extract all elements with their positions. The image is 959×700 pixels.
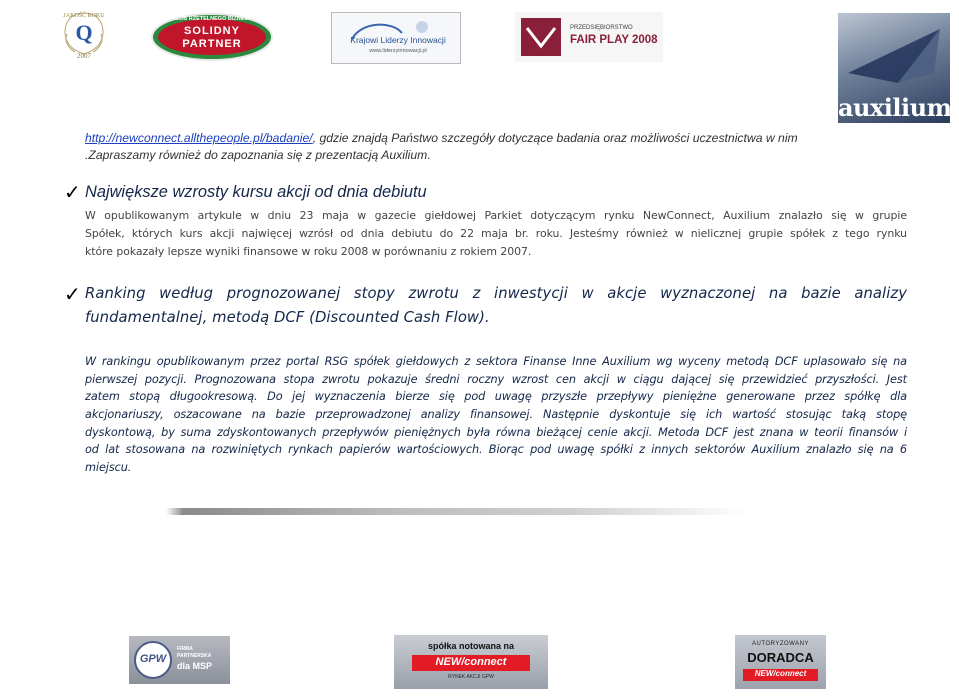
fairplay-big: FAIR PLAY 2008 bbox=[570, 34, 658, 46]
gpw-line2: PARTNERSKA bbox=[177, 653, 212, 659]
section2-heading-line2: fundamentalnej, metodą DCF (Discounted Cash Flow). bbox=[85, 309, 490, 326]
solidny-line2: PARTNER bbox=[182, 38, 242, 50]
intro-line1 bbox=[85, 131, 907, 145]
jakosc-top-text: JAKOŚĆ ROKU bbox=[63, 13, 105, 19]
auxilium-name: auxilium bbox=[838, 93, 952, 122]
autoryzowany-doradca-logo bbox=[735, 635, 826, 689]
section2-line: akcjonariuszy, oszacowane na bazie przeprowadzonej analizy finansowej. Następnie dyskontuje się ich wartość stosując taką stopę bbox=[85, 408, 907, 421]
spolka-brand: NEW/connect bbox=[435, 656, 507, 668]
gpw-partner-logo bbox=[129, 636, 230, 684]
gpw-line3: dla MSP bbox=[177, 661, 213, 671]
solidny-line1: SOLIDNY bbox=[184, 25, 240, 37]
spolka-sub: RYNEK AKCJI GPW bbox=[448, 674, 494, 680]
krajowi-title: Krajowi Liderzy Innowacji bbox=[350, 35, 446, 45]
auxilium-logo bbox=[838, 13, 950, 123]
checkmark-icon: ✓ bbox=[64, 282, 81, 306]
section2-heading-line1: Ranking według prognozowanej stopy zwrotu z inwestycji w akcje wyznaczonej na bazie analizy bbox=[85, 285, 907, 302]
solidny-top: KLUB RZETELNEGO BIZNESU bbox=[171, 16, 253, 22]
fair-play-logo bbox=[515, 12, 663, 62]
badanie-link[interactable]: http://newconnect.allthepeople.pl/badanie/ bbox=[85, 131, 313, 145]
section1-line: W opublikowanym artykule w dniu 23 maja w gazecie giełdowej Parkiet dotyczącym rynku NewConnect, Auxilium znalazło się w grupie bbox=[85, 209, 907, 222]
section2-line: miejscu. bbox=[85, 461, 132, 474]
section1-heading: Największe wzrosty kursu akcji od dnia debiutu bbox=[85, 183, 427, 201]
section2-line: zatem stopą długookresową. Do jej wyznaczenia bierze się pod uwagę przyszłe przepływy pieniężne generowane przez spółkę dla bbox=[85, 390, 907, 403]
jakosc-roku-logo bbox=[62, 10, 106, 64]
krajowi-url: www.liderzyinnowacji.pl bbox=[369, 48, 427, 54]
intro-line1-rest: , gdzie znajdą Państwo szczegóły dotyczące badania oraz możliwości uczestnictwa w nim bbox=[312, 131, 798, 145]
section2-line: dyskontową, by suma zdyskontowanych przepływów pieniężnych była równa bieżącej cenie akcji. Metoda DCF jest znana w teorii finansów i bbox=[85, 426, 907, 439]
checkmark-icon: ✓ bbox=[64, 180, 81, 204]
spolka-newconnect-logo bbox=[394, 635, 548, 689]
krajowi-liderzy-logo bbox=[331, 12, 461, 64]
section2-line: od lat stosowana na rozwiniętych rynkach papierów wartościowych. Biorąc pod uwagę spółki z innych sektorów Auxilium znalazło się na 6 bbox=[85, 443, 907, 456]
intro-line2: .Zapraszamy również do zapoznania się z prezentacją Auxilium. bbox=[85, 148, 431, 162]
section1-line: Spółek, których kurs akcji najwięcej wzrósł od dnia debiutu do 22 maja br. roku. Jesteśmy również w nielicznej grupie spółek z tego rynku bbox=[85, 227, 907, 240]
spolka-line1: spółka notowana na bbox=[427, 641, 514, 651]
solidny-partner-logo bbox=[150, 12, 274, 62]
jakosc-letter: Q bbox=[75, 20, 93, 45]
section2-line: pierwszej pozycji. Prognozowana stopa zwrotu pokazuje średni roczny wzrost cen akcji w ciągu dającej się przewidzieć przyszłości. Jest bbox=[85, 373, 907, 386]
gpw-line1: FIRMA bbox=[177, 646, 193, 652]
jakosc-year: 2007 bbox=[77, 52, 91, 60]
divider bbox=[166, 508, 746, 515]
doradca-line2: DORADCA bbox=[747, 650, 814, 665]
doradca-line1: AUTORYZOWANY bbox=[752, 641, 809, 647]
gpw-badge: GPW bbox=[139, 653, 167, 665]
doradca-line3: NEW/connect bbox=[754, 669, 807, 678]
section1-line: które pokazały lepsze wyniki finansowe w roku 2008 w porównaniu z rokiem 2007. bbox=[85, 245, 532, 258]
fairplay-small: PRZEDSIĘBIORSTWO bbox=[570, 25, 633, 31]
section2-line: W rankingu opublikowanym przez portal RSG spółek giełdowych z sektora Finanse Inne Auxilium wg wyceny metodą DCF uplasowało się na bbox=[85, 355, 907, 368]
